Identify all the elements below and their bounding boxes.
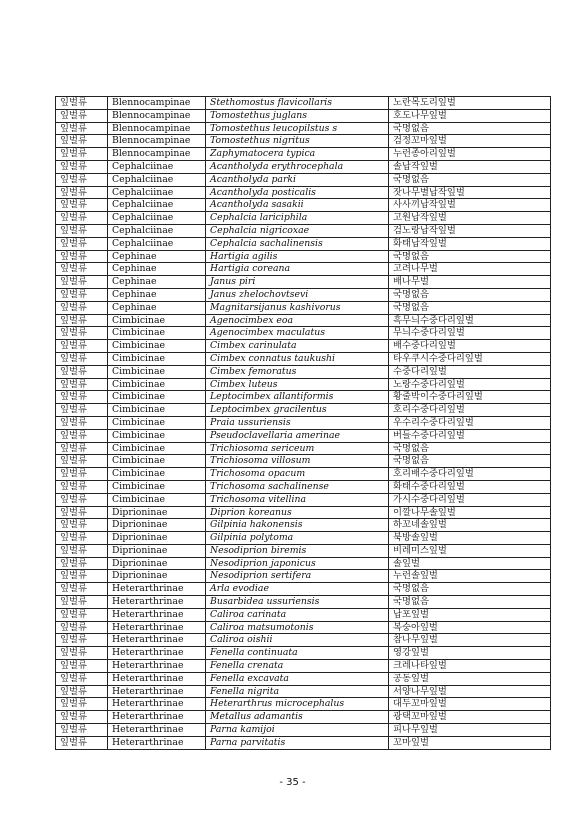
- table-row: [56, 532, 551, 545]
- korean-name-cell: 누런종아리잎벌: [389, 148, 551, 161]
- korean-name-cell: 검노랑납작잎벌: [389, 224, 551, 237]
- group-cell: 잎벌류: [56, 250, 108, 263]
- group-cell: 잎벌류: [56, 212, 108, 225]
- scientific-name-cell: Janus zhelochovtsevi: [206, 288, 389, 301]
- subfamily-cell: Cimbicinae: [108, 404, 206, 417]
- scientific-name-cell: Fenella continuata: [206, 647, 389, 660]
- table-row: [56, 224, 551, 237]
- table-row: [56, 429, 551, 442]
- korean-name-cell: 납포잎벌: [389, 608, 551, 621]
- group-cell: 잎벌류: [56, 109, 108, 122]
- korean-name-cell: 버들수중다리잎벌: [389, 429, 551, 442]
- scientific-name-cell: Praia ussuriensis: [206, 416, 389, 429]
- korean-name-cell: 배나무벌: [389, 276, 551, 289]
- subfamily-cell: Heterarthrinae: [108, 685, 206, 698]
- subfamily-cell: Diprioninae: [108, 557, 206, 570]
- group-cell: 잎벌류: [56, 429, 108, 442]
- scientific-name-cell: Janus piri: [206, 276, 389, 289]
- group-cell: 잎벌류: [56, 276, 108, 289]
- table-row: [56, 621, 551, 634]
- scientific-name-cell: Tomostethus nigritus: [206, 135, 389, 148]
- table-row: [56, 288, 551, 301]
- scientific-name-cell: Cephalcia nigricoxae: [206, 224, 389, 237]
- subfamily-cell: Cephinae: [108, 276, 206, 289]
- table-row: [56, 647, 551, 660]
- table-row: [56, 352, 551, 365]
- korean-name-cell: 하꼬네솔잎벌: [389, 519, 551, 532]
- table-row: [56, 634, 551, 647]
- table-row: [56, 186, 551, 199]
- scientific-name-cell: Hartigia coreana: [206, 263, 389, 276]
- table-row: [56, 608, 551, 621]
- subfamily-cell: Cephalciinae: [108, 212, 206, 225]
- korean-name-cell: 대두꼬마잎벌: [389, 698, 551, 711]
- korean-name-cell: 이깔나무솔잎벌: [389, 506, 551, 519]
- group-cell: 잎벌류: [56, 480, 108, 493]
- subfamily-cell: Diprioninae: [108, 506, 206, 519]
- table-row: [56, 724, 551, 737]
- subfamily-cell: Cimbicinae: [108, 378, 206, 391]
- table-row: [56, 122, 551, 135]
- group-cell: 잎벌류: [56, 493, 108, 506]
- group-cell: 잎벌류: [56, 544, 108, 557]
- subfamily-cell: Cimbicinae: [108, 480, 206, 493]
- table-row: [56, 327, 551, 340]
- group-cell: 잎벌류: [56, 340, 108, 353]
- scientific-name-cell: Nesodiprion sertifera: [206, 570, 389, 583]
- scientific-name-cell: Cephalcia lariciphila: [206, 212, 389, 225]
- korean-name-cell: 우수리수중다리잎벌: [389, 416, 551, 429]
- subfamily-cell: Diprioninae: [108, 544, 206, 557]
- table-row: [56, 455, 551, 468]
- group-cell: 잎벌류: [56, 327, 108, 340]
- subfamily-cell: Heterarthrinae: [108, 608, 206, 621]
- group-cell: 잎벌류: [56, 391, 108, 404]
- table-row: [56, 468, 551, 481]
- subfamily-cell: Heterarthrinae: [108, 647, 206, 660]
- subfamily-cell: Diprioninae: [108, 570, 206, 583]
- korean-name-cell: 화태납작잎벌: [389, 237, 551, 250]
- scientific-name-cell: Parna kamijoi: [206, 724, 389, 737]
- korean-name-cell: 사사끼납작잎벌: [389, 199, 551, 212]
- subfamily-cell: Cimbicinae: [108, 314, 206, 327]
- korean-name-cell: 영강잎벌: [389, 647, 551, 660]
- scientific-name-cell: Zaphymatocera typica: [206, 148, 389, 161]
- subfamily-cell: Blennocampinae: [108, 97, 206, 110]
- group-cell: 잎벌류: [56, 596, 108, 609]
- table-row: [56, 416, 551, 429]
- group-cell: 잎벌류: [56, 634, 108, 647]
- group-cell: 잎벌류: [56, 378, 108, 391]
- korean-name-cell: 화태수중다리잎벌: [389, 480, 551, 493]
- korean-name-cell: 국명없음: [389, 288, 551, 301]
- korean-name-cell: 피나무잎벌: [389, 724, 551, 737]
- group-cell: 잎벌류: [56, 608, 108, 621]
- table-row: [56, 404, 551, 417]
- table-row: [56, 711, 551, 724]
- subfamily-cell: Heterarthrinae: [108, 698, 206, 711]
- subfamily-cell: Heterarthrinae: [108, 711, 206, 724]
- subfamily-cell: Heterarthrinae: [108, 634, 206, 647]
- group-cell: 잎벌류: [56, 698, 108, 711]
- group-cell: 잎벌류: [56, 532, 108, 545]
- species-table: [55, 96, 551, 750]
- subfamily-cell: Cimbicinae: [108, 429, 206, 442]
- group-cell: 잎벌류: [56, 647, 108, 660]
- table-row: [56, 672, 551, 685]
- group-cell: 잎벌류: [56, 301, 108, 314]
- korean-name-cell: 공동잎벌: [389, 672, 551, 685]
- table-row: [56, 442, 551, 455]
- table-row: [56, 596, 551, 609]
- korean-name-cell: 복숭아잎벌: [389, 621, 551, 634]
- group-cell: 잎벌류: [56, 468, 108, 481]
- scientific-name-cell: Diprion koreanus: [206, 506, 389, 519]
- table-row: [56, 583, 551, 596]
- scientific-name-cell: Caliroa matsumotonis: [206, 621, 389, 634]
- korean-name-cell: 고원납작잎벌: [389, 212, 551, 225]
- subfamily-cell: Blennocampinae: [108, 122, 206, 135]
- subfamily-cell: Cimbicinae: [108, 493, 206, 506]
- subfamily-cell: Cephinae: [108, 263, 206, 276]
- subfamily-cell: Diprioninae: [108, 519, 206, 532]
- table-row: [56, 160, 551, 173]
- scientific-name-cell: Stethomostus flavicollaris: [206, 97, 389, 110]
- korean-name-cell: 국명없음: [389, 596, 551, 609]
- group-cell: 잎벌류: [56, 506, 108, 519]
- subfamily-cell: Heterarthrinae: [108, 583, 206, 596]
- group-cell: 잎벌류: [56, 672, 108, 685]
- table-row: [56, 250, 551, 263]
- scientific-name-cell: Agenocimbex eoa: [206, 314, 389, 327]
- group-cell: 잎벌류: [56, 314, 108, 327]
- group-cell: 잎벌류: [56, 557, 108, 570]
- scientific-name-cell: Cimbex femoratus: [206, 365, 389, 378]
- korean-name-cell: 호리수중다리잎벌: [389, 404, 551, 417]
- table-row: [56, 263, 551, 276]
- table-row: [56, 391, 551, 404]
- table-row: [56, 544, 551, 557]
- scientific-name-cell: Trichiosoma villosum: [206, 455, 389, 468]
- table-row: [56, 148, 551, 161]
- subfamily-cell: Cimbicinae: [108, 327, 206, 340]
- scientific-name-cell: Pseudoclavellaria amerinae: [206, 429, 389, 442]
- group-cell: 잎벌류: [56, 570, 108, 583]
- table-row: [56, 378, 551, 391]
- table-row: [56, 340, 551, 353]
- subfamily-cell: Cephalciinae: [108, 160, 206, 173]
- table-row: [56, 570, 551, 583]
- scientific-name-cell: Trichosoma opacum: [206, 468, 389, 481]
- scientific-name-cell: Parna parvitatis: [206, 736, 389, 749]
- korean-name-cell: 국명없음: [389, 250, 551, 263]
- scientific-name-cell: Busarbidea ussuriensis: [206, 596, 389, 609]
- scientific-name-cell: Cimbex connatus taukushi: [206, 352, 389, 365]
- species-table-body: [56, 97, 551, 750]
- scientific-name-cell: Gilpinia polytoma: [206, 532, 389, 545]
- scientific-name-cell: Cephalcia sachalinensis: [206, 237, 389, 250]
- korean-name-cell: 국명없음: [389, 442, 551, 455]
- korean-name-cell: 황줄박이수중다리잎벌: [389, 391, 551, 404]
- group-cell: 잎벌류: [56, 442, 108, 455]
- scientific-name-cell: Acantholyda erythrocephala: [206, 160, 389, 173]
- group-cell: 잎벌류: [56, 148, 108, 161]
- group-cell: 잎벌류: [56, 621, 108, 634]
- table-row: [56, 660, 551, 673]
- scientific-name-cell: Trichosoma sachalinense: [206, 480, 389, 493]
- scientific-name-cell: Fenella nigrita: [206, 685, 389, 698]
- table-row: [56, 480, 551, 493]
- subfamily-cell: Heterarthrinae: [108, 724, 206, 737]
- korean-name-cell: 노란목도리잎벌: [389, 97, 551, 110]
- korean-name-cell: 호도나무잎벌: [389, 109, 551, 122]
- subfamily-cell: Cimbicinae: [108, 455, 206, 468]
- group-cell: 잎벌류: [56, 583, 108, 596]
- group-cell: 잎벌류: [56, 135, 108, 148]
- scientific-name-cell: Acantholyda parki: [206, 173, 389, 186]
- korean-name-cell: 누런솔잎벌: [389, 570, 551, 583]
- table-row: [56, 506, 551, 519]
- subfamily-cell: Heterarthrinae: [108, 621, 206, 634]
- group-cell: 잎벌류: [56, 160, 108, 173]
- table-row: [56, 493, 551, 506]
- table-row: [56, 557, 551, 570]
- korean-name-cell: 호리배수중다리잎벌: [389, 468, 551, 481]
- table-row: [56, 365, 551, 378]
- scientific-name-cell: Metallus adamantis: [206, 711, 389, 724]
- scientific-name-cell: Tomostethus leucopilstus s: [206, 122, 389, 135]
- korean-name-cell: 고려나무벌: [389, 263, 551, 276]
- table-row: [56, 135, 551, 148]
- group-cell: 잎벌류: [56, 122, 108, 135]
- group-cell: 잎벌류: [56, 724, 108, 737]
- scientific-name-cell: Cimbex carinulata: [206, 340, 389, 353]
- subfamily-cell: Cimbicinae: [108, 340, 206, 353]
- subfamily-cell: Cephalciinae: [108, 173, 206, 186]
- subfamily-cell: Heterarthrinae: [108, 672, 206, 685]
- korean-name-cell: 국명없음: [389, 455, 551, 468]
- korean-name-cell: 타우쿠시수중다리잎벌: [389, 352, 551, 365]
- table-row: [56, 173, 551, 186]
- scientific-name-cell: Trichosoma vitellina: [206, 493, 389, 506]
- group-cell: 잎벌류: [56, 660, 108, 673]
- scientific-name-cell: Nesodiprion japonicus: [206, 557, 389, 570]
- scientific-name-cell: Fenella crenata: [206, 660, 389, 673]
- scientific-name-cell: Agenocimbex maculatus: [206, 327, 389, 340]
- group-cell: 잎벌류: [56, 416, 108, 429]
- subfamily-cell: Cimbicinae: [108, 365, 206, 378]
- korean-name-cell: 크레나타잎벌: [389, 660, 551, 673]
- page-number: - 35 -: [279, 777, 306, 788]
- group-cell: 잎벌류: [56, 288, 108, 301]
- korean-name-cell: 참나무잎벌: [389, 634, 551, 647]
- group-cell: 잎벌류: [56, 685, 108, 698]
- scientific-name-cell: Tomostethus juglans: [206, 109, 389, 122]
- subfamily-cell: Cimbicinae: [108, 468, 206, 481]
- subfamily-cell: Diprioninae: [108, 532, 206, 545]
- scientific-name-cell: Arla evodiae: [206, 583, 389, 596]
- subfamily-cell: Cephalciinae: [108, 199, 206, 212]
- group-cell: 잎벌류: [56, 365, 108, 378]
- group-cell: 잎벌류: [56, 199, 108, 212]
- subfamily-cell: Heterarthrinae: [108, 736, 206, 749]
- scientific-name-cell: Leptocimbex gracilentus: [206, 404, 389, 417]
- subfamily-cell: Heterarthrinae: [108, 660, 206, 673]
- table-row: [56, 237, 551, 250]
- subfamily-cell: Blennocampinae: [108, 109, 206, 122]
- table-row: [56, 109, 551, 122]
- scientific-name-cell: Cimbex luteus: [206, 378, 389, 391]
- scientific-name-cell: Caliroa carinata: [206, 608, 389, 621]
- scientific-name-cell: Gilpinia hakonensis: [206, 519, 389, 532]
- korean-name-cell: 광택꼬마잎벌: [389, 711, 551, 724]
- group-cell: 잎벌류: [56, 186, 108, 199]
- korean-name-cell: 비레미스잎벌: [389, 544, 551, 557]
- scientific-name-cell: Fenella excavata: [206, 672, 389, 685]
- group-cell: 잎벌류: [56, 519, 108, 532]
- scientific-name-cell: Nesodiprion biremis: [206, 544, 389, 557]
- group-cell: 잎벌류: [56, 455, 108, 468]
- korean-name-cell: 서양나무잎벌: [389, 685, 551, 698]
- subfamily-cell: Blennocampinae: [108, 148, 206, 161]
- korean-name-cell: 흑무늬수중다리잎벌: [389, 314, 551, 327]
- korean-name-cell: 국명없음: [389, 301, 551, 314]
- subfamily-cell: Cephinae: [108, 250, 206, 263]
- group-cell: 잎벌류: [56, 352, 108, 365]
- table-row: [56, 301, 551, 314]
- group-cell: 잎벌류: [56, 263, 108, 276]
- subfamily-cell: Cephalciinae: [108, 224, 206, 237]
- scientific-name-cell: Caliroa oishii: [206, 634, 389, 647]
- korean-name-cell: 무늬수중다리잎벌: [389, 327, 551, 340]
- scientific-name-cell: Acantholyda sasakii: [206, 199, 389, 212]
- korean-name-cell: 국명없음: [389, 173, 551, 186]
- group-cell: 잎벌류: [56, 711, 108, 724]
- table-row: [56, 698, 551, 711]
- scientific-name-cell: Acantholyda posticalis: [206, 186, 389, 199]
- subfamily-cell: Cephinae: [108, 288, 206, 301]
- group-cell: 잎벌류: [56, 237, 108, 250]
- group-cell: 잎벌류: [56, 404, 108, 417]
- table-row: [56, 314, 551, 327]
- korean-name-cell: 꼬마잎벌: [389, 736, 551, 749]
- subfamily-cell: Blennocampinae: [108, 135, 206, 148]
- subfamily-cell: Cephalciinae: [108, 237, 206, 250]
- korean-name-cell: 북방솔잎벌: [389, 532, 551, 545]
- scientific-name-cell: Heterarthrus microcephalus: [206, 698, 389, 711]
- korean-name-cell: 검정꼬마잎벌: [389, 135, 551, 148]
- table-row: [56, 685, 551, 698]
- table-row: [56, 199, 551, 212]
- korean-name-cell: 국명없음: [389, 122, 551, 135]
- subfamily-cell: Heterarthrinae: [108, 596, 206, 609]
- korean-name-cell: 솔잎벌: [389, 557, 551, 570]
- table-row: [56, 736, 551, 749]
- table-row: [56, 97, 551, 110]
- korean-name-cell: 수중다리잎벌: [389, 365, 551, 378]
- table-row: [56, 519, 551, 532]
- group-cell: 잎벌류: [56, 736, 108, 749]
- table-row: [56, 212, 551, 225]
- subfamily-cell: Cimbicinae: [108, 391, 206, 404]
- group-cell: 잎벌류: [56, 173, 108, 186]
- group-cell: 잎벌류: [56, 97, 108, 110]
- subfamily-cell: Cimbicinae: [108, 442, 206, 455]
- scientific-name-cell: Trichiosoma sericeum: [206, 442, 389, 455]
- korean-name-cell: 노랑수중다리잎벌: [389, 378, 551, 391]
- korean-name-cell: 가시수중다리잎벌: [389, 493, 551, 506]
- scientific-name-cell: Magnitarsijanus kashivorus: [206, 301, 389, 314]
- group-cell: 잎벌류: [56, 224, 108, 237]
- korean-name-cell: 배수중다리잎벌: [389, 340, 551, 353]
- korean-name-cell: 잣나무별납작잎벌: [389, 186, 551, 199]
- subfamily-cell: Cephalciinae: [108, 186, 206, 199]
- subfamily-cell: Cimbicinae: [108, 416, 206, 429]
- scientific-name-cell: Leptocimbex allantiformis: [206, 391, 389, 404]
- subfamily-cell: Cephinae: [108, 301, 206, 314]
- scientific-name-cell: Hartigia agilis: [206, 250, 389, 263]
- table-row: [56, 276, 551, 289]
- subfamily-cell: Cimbicinae: [108, 352, 206, 365]
- korean-name-cell: 국명없음: [389, 583, 551, 596]
- korean-name-cell: 솔납작잎벌: [389, 160, 551, 173]
